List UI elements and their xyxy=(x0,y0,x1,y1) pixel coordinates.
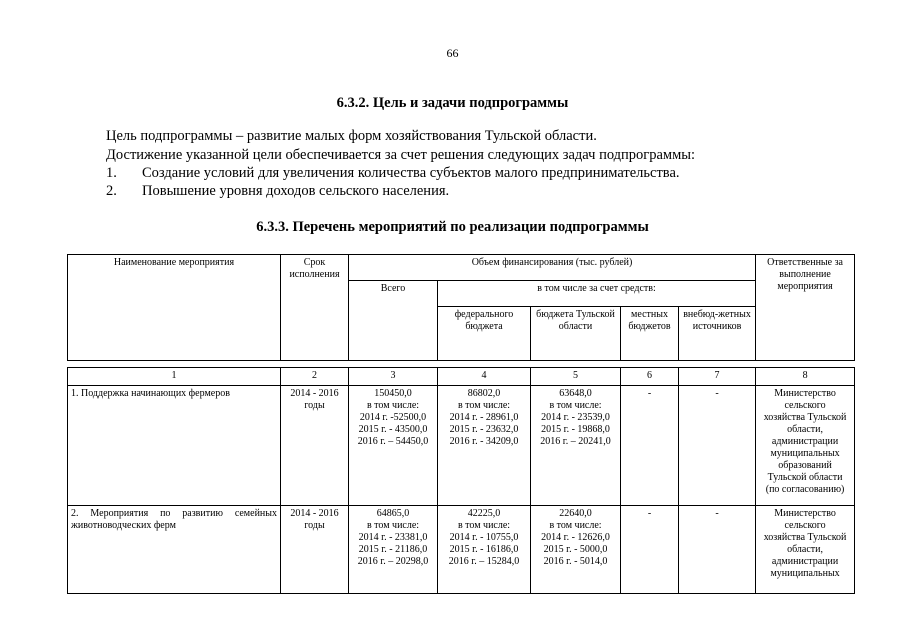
task-item xyxy=(106,183,806,201)
task-number: 2. xyxy=(106,183,117,199)
column-number: 4 xyxy=(438,368,531,386)
measure-extra: - xyxy=(679,386,756,506)
task-text: Повышение уровня доходов сельского населения. xyxy=(142,183,450,199)
column-number-row xyxy=(68,368,855,386)
task-number: 1. xyxy=(106,165,117,181)
section-heading-goal: 6.3.2. Цель и задачи подпрограммы xyxy=(336,95,569,111)
section-heading-measures: 6.3.3. Перечень мероприятий по реализации подпрограммы xyxy=(256,219,649,235)
page-number: 66 xyxy=(446,46,459,60)
achievement-paragraph: Достижение указанной цели обеспечивается за счет решения следующих задач подпрограммы: xyxy=(106,147,696,163)
measure-term: 2014 - 2016 годы xyxy=(281,386,349,506)
header-responsible: Ответственные за выполнение мероприятия xyxy=(756,255,855,361)
column-number: 2 xyxy=(281,368,349,386)
measure-local: - xyxy=(621,506,679,594)
table-separator xyxy=(68,361,855,368)
table-row xyxy=(68,506,855,594)
header-including: в том числе за счет средств: xyxy=(438,281,756,307)
measure-local: - xyxy=(621,386,679,506)
table-row xyxy=(68,386,855,506)
header-funding: Объем финансирования (тыс. рублей) xyxy=(349,255,756,281)
column-number: 1 xyxy=(68,368,281,386)
header-term: Срок исполнения xyxy=(281,255,349,361)
task-text: Создание условий для увеличения количества субъектов малого предпринимательства. xyxy=(142,165,680,181)
measure-name: 2. Мероприятия по развитию семейных животноводческих ферм xyxy=(68,506,281,594)
column-number: 8 xyxy=(756,368,855,386)
header-federal: федерального бюджета xyxy=(438,307,531,361)
measure-extra: - xyxy=(679,506,756,594)
measure-total: 64865,0 в том числе: 2014 г. - 23381,0 2015 г. - 21186,0 2016 г. – 20298,0 xyxy=(349,506,438,594)
column-number: 5 xyxy=(531,368,621,386)
column-number: 7 xyxy=(679,368,756,386)
measure-term: 2014 - 2016 годы xyxy=(281,506,349,594)
measure-regional: 22640,0 в том числе: 2014 г. - 12626,0 2015 г. - 5000,0 2016 г. - 5014,0 xyxy=(531,506,621,594)
header-local: местных бюджетов xyxy=(621,307,679,361)
task-item xyxy=(106,165,806,183)
measure-responsible: Министерство сельского хозяйства Тульской области, администрации муниципальных образований Тульской области (по согласованию) xyxy=(756,386,855,506)
goal-paragraph: Цель подпрограммы – развитие малых форм хозяйствования Тульской области. xyxy=(106,128,597,144)
measure-federal: 86802,0 в том числе: 2014 г. - 28961,0 2015 г. - 23632,0 2016 г. - 34209,0 xyxy=(438,386,531,506)
header-extra: внебюд-жетных источников xyxy=(679,307,756,361)
column-number: 6 xyxy=(621,368,679,386)
header-regional: бюджета Тульской области xyxy=(531,307,621,361)
measure-total: 150450,0 в том числе: 2014 г. -52500,0 2015 г. - 43500,0 2016 г. – 54450,0 xyxy=(349,386,438,506)
measure-name: 1. Поддержка начинающих фермеров xyxy=(68,386,281,506)
header-name: Наименование мероприятия xyxy=(68,255,281,361)
measure-federal: 42225,0 в том числе: 2014 г. - 10755,0 2015 г. - 16186,0 2016 г. – 15284,0 xyxy=(438,506,531,594)
header-total: Всего xyxy=(349,281,438,361)
measure-responsible: Министерство сельского хозяйства Тульской области, администрации муниципальных xyxy=(756,506,855,594)
measure-regional: 63648,0 в том числе: 2014 г. - 23539,0 2015 г. - 19868,0 2016 г. – 20241,0 xyxy=(531,386,621,506)
column-number: 3 xyxy=(349,368,438,386)
measures-table xyxy=(67,254,855,594)
